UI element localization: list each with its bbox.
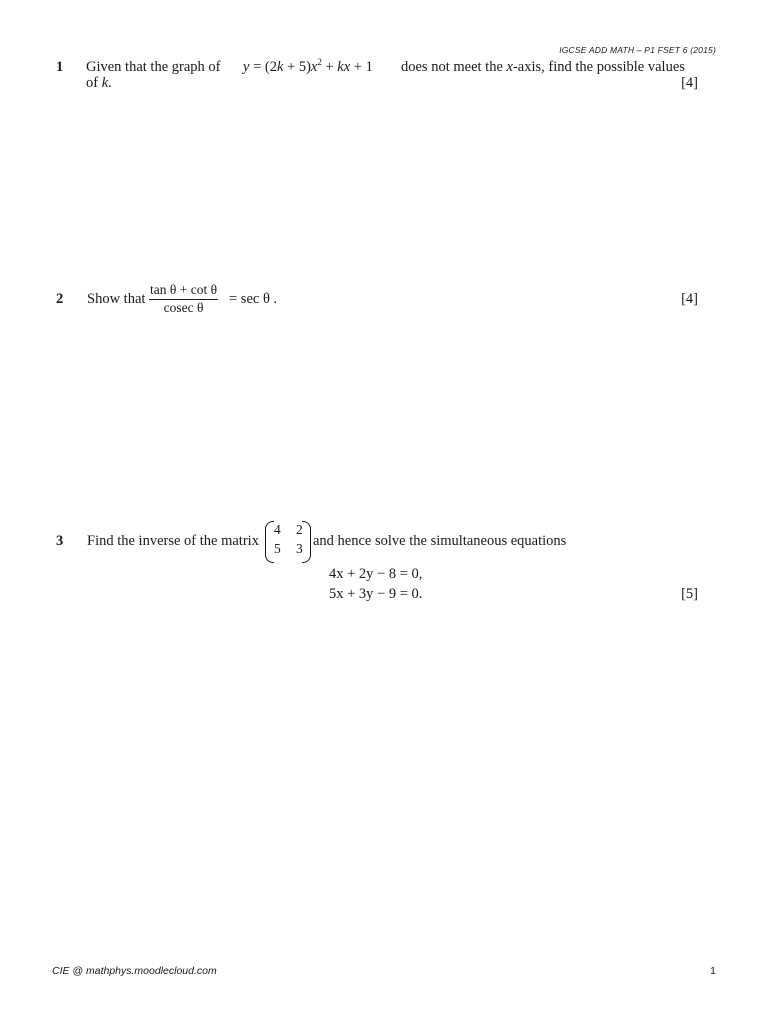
matrix: [265, 521, 311, 561]
question-number: 1: [56, 59, 64, 75]
simultaneous-equation: 5x + 3y − 9 = 0.: [329, 586, 423, 602]
equation-rhs: = sec θ .: [229, 291, 278, 307]
fraction: [149, 282, 218, 316]
matrix-left-bracket: [265, 521, 274, 563]
matrix-right-bracket: [302, 521, 311, 563]
simultaneous-equation: 4x + 2y − 8 = 0,: [329, 566, 423, 582]
marks: [5]: [681, 586, 698, 602]
question-text: Find the inverse of the matrix: [87, 533, 259, 549]
matrix-cell: 2: [296, 522, 303, 537]
denominator: cosec θ: [163, 300, 204, 315]
question-text: of k.: [86, 75, 112, 91]
numerator: tan θ + cot θ: [149, 282, 218, 300]
equation: $y = (2k + 5)x^2$ + kx + 1: [243, 57, 373, 75]
question-number: 3: [56, 533, 64, 549]
question-number: 2: [56, 291, 64, 307]
marks: [4]: [681, 291, 698, 307]
document-header: IGCSE ADD MATH – P1 FSET 6 (2015): [559, 45, 716, 55]
matrix-cell: 5: [274, 541, 281, 556]
marks: [4]: [681, 75, 698, 91]
question-text: and hence solve the simultaneous equations: [313, 533, 567, 549]
matrix-cell: 4: [274, 522, 281, 537]
page-number: 1: [710, 965, 716, 977]
matrix-cell: 3: [296, 541, 303, 556]
question-text: does not meet the x-axis, find the possible values: [401, 59, 685, 75]
question-text: Show that: [87, 291, 146, 307]
footer-source: CIE @ mathphys.moodlecloud.com: [52, 965, 217, 977]
question-text: Given that the graph of: [86, 59, 221, 75]
